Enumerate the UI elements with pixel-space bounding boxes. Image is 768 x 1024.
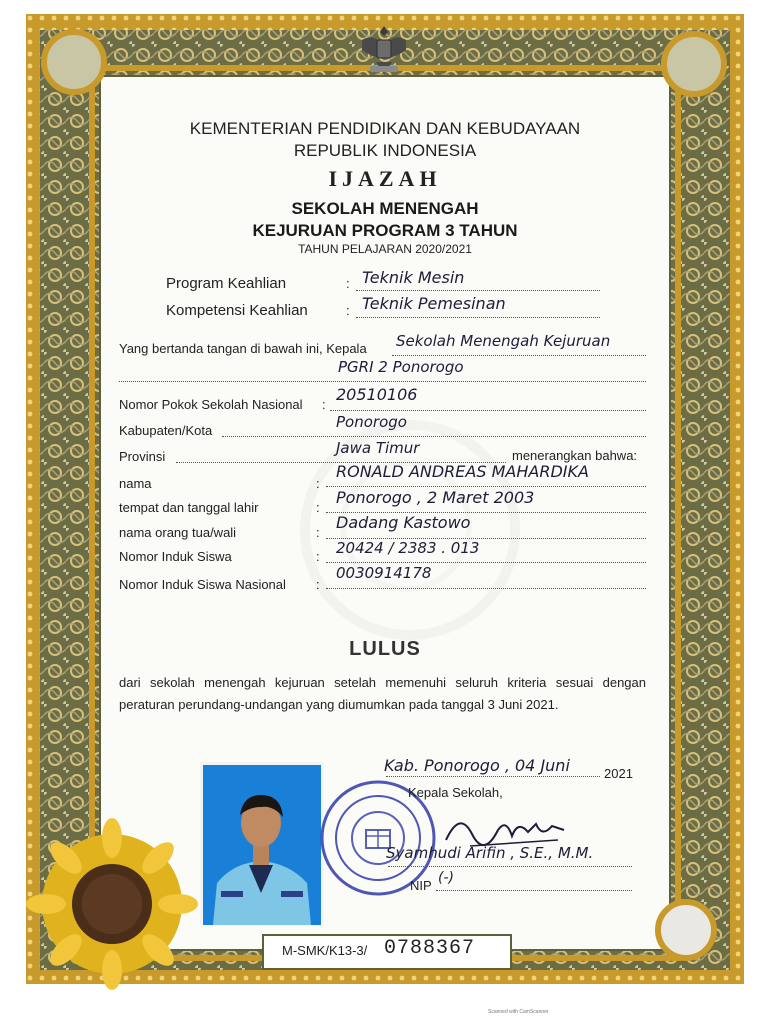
program-label: Program Keahlian — [166, 275, 287, 292]
parent-label: nama orang tua/wali — [119, 525, 237, 540]
dotted-line — [326, 486, 646, 487]
corner-medallion-top-left — [44, 32, 104, 92]
ministry-name: KEMENTERIAN PENDIDIKAN DAN KEBUDAYAAN — [189, 119, 581, 138]
npsn-label: Nomor Pokok Sekolah Nasional — [119, 397, 303, 412]
nisn-value: 0030914178 — [336, 564, 432, 582]
serial-number: 0788367 — [384, 937, 476, 960]
nis-value: 20424 / 2383 . 013 — [336, 539, 480, 557]
corner-medallion-top-right — [664, 34, 724, 94]
nip-value: (-) — [438, 870, 454, 886]
student-portrait-icon — [203, 765, 321, 925]
student-name-label: nama — [119, 476, 152, 491]
colon: : — [316, 577, 320, 592]
nip-label: NIP — [410, 878, 432, 893]
intro-label: Yang bertanda tangan di bawah ini, Kepala — [119, 341, 367, 356]
province-value: Jawa Timur — [336, 439, 420, 457]
student-name-value: RONALD ANDREAS MAHARDIKA — [336, 462, 589, 481]
birth-value: Ponorogo , 2 Maret 2003 — [336, 488, 535, 507]
student-photo — [200, 762, 324, 925]
birth-label: tempat dan tanggal lahir — [119, 500, 259, 515]
dotted-line — [392, 355, 646, 356]
graduation-status: LULUS — [349, 638, 421, 660]
colon: : — [316, 476, 320, 491]
signer-name: Syamhudi Arifin , S.E., M.M. — [386, 844, 594, 862]
dotted-line — [388, 866, 632, 867]
dotted-line — [330, 410, 646, 411]
scanner-watermark: Scanned with CamScanner — [488, 1009, 549, 1015]
province-label: Provinsi — [119, 449, 166, 464]
program-value: Teknik Mesin — [362, 268, 465, 287]
competency-value: Teknik Pemesinan — [362, 294, 506, 313]
signing-year: 2021 — [604, 766, 633, 781]
competency-label: Kompetensi Keahlian — [166, 302, 308, 319]
parent-value: Dadang Kastowo — [336, 513, 471, 532]
dotted-line — [436, 890, 632, 891]
nis-label: Nomor Induk Siswa — [119, 549, 232, 564]
dotted-line — [356, 290, 600, 291]
dotted-line — [119, 381, 646, 382]
school-name-line2: PGRI 2 Ponorogo — [338, 358, 464, 376]
dotted-line — [222, 436, 646, 437]
serial-prefix: M-SMK/K13-3/ — [282, 943, 368, 958]
colon: : — [316, 549, 320, 564]
school-type-line2: KEJURUAN PROGRAM 3 TAHUN — [252, 221, 518, 240]
city-value: Ponorogo — [336, 413, 407, 431]
city-label: Kabupaten/Kota — [119, 423, 213, 438]
colon: : — [322, 397, 326, 412]
colon: : — [316, 500, 320, 515]
garuda-emblem-icon — [358, 22, 410, 78]
dotted-line — [326, 562, 646, 563]
document-title: IJAZAH — [328, 166, 442, 191]
dotted-line — [326, 588, 646, 589]
dotted-line — [356, 317, 600, 318]
signing-place-date: Kab. Ponorogo , 04 Juni — [384, 756, 570, 775]
graduation-statement: dari sekolah menengah kejuruan setelah memenuhi seluruh kriteria sesuai dengan peraturan perundang-undangan yang diumumkan pada tanggal 3 Juni 2021. — [119, 675, 646, 712]
signer-role: Kepala Sekolah, — [408, 785, 503, 800]
corner-medallion-bottom-right — [658, 902, 714, 958]
colon: : — [316, 525, 320, 540]
colon: : — [346, 303, 350, 318]
dotted-line — [386, 776, 600, 777]
academic-year: TAHUN PELAJARAN 2020/2021 — [298, 242, 472, 256]
declares-label: menerangkan bahwa: — [512, 448, 638, 463]
country-name: REPUBLIK INDONESIA — [293, 141, 477, 160]
school-type-line1: SEKOLAH MENENGAH — [291, 199, 479, 218]
nisn-label: Nomor Induk Siswa Nasional — [119, 577, 286, 592]
colon: : — [346, 276, 350, 291]
school-name-line1: Sekolah Menengah Kejuruan — [396, 332, 611, 350]
npsn-value: 20510106 — [336, 385, 418, 404]
